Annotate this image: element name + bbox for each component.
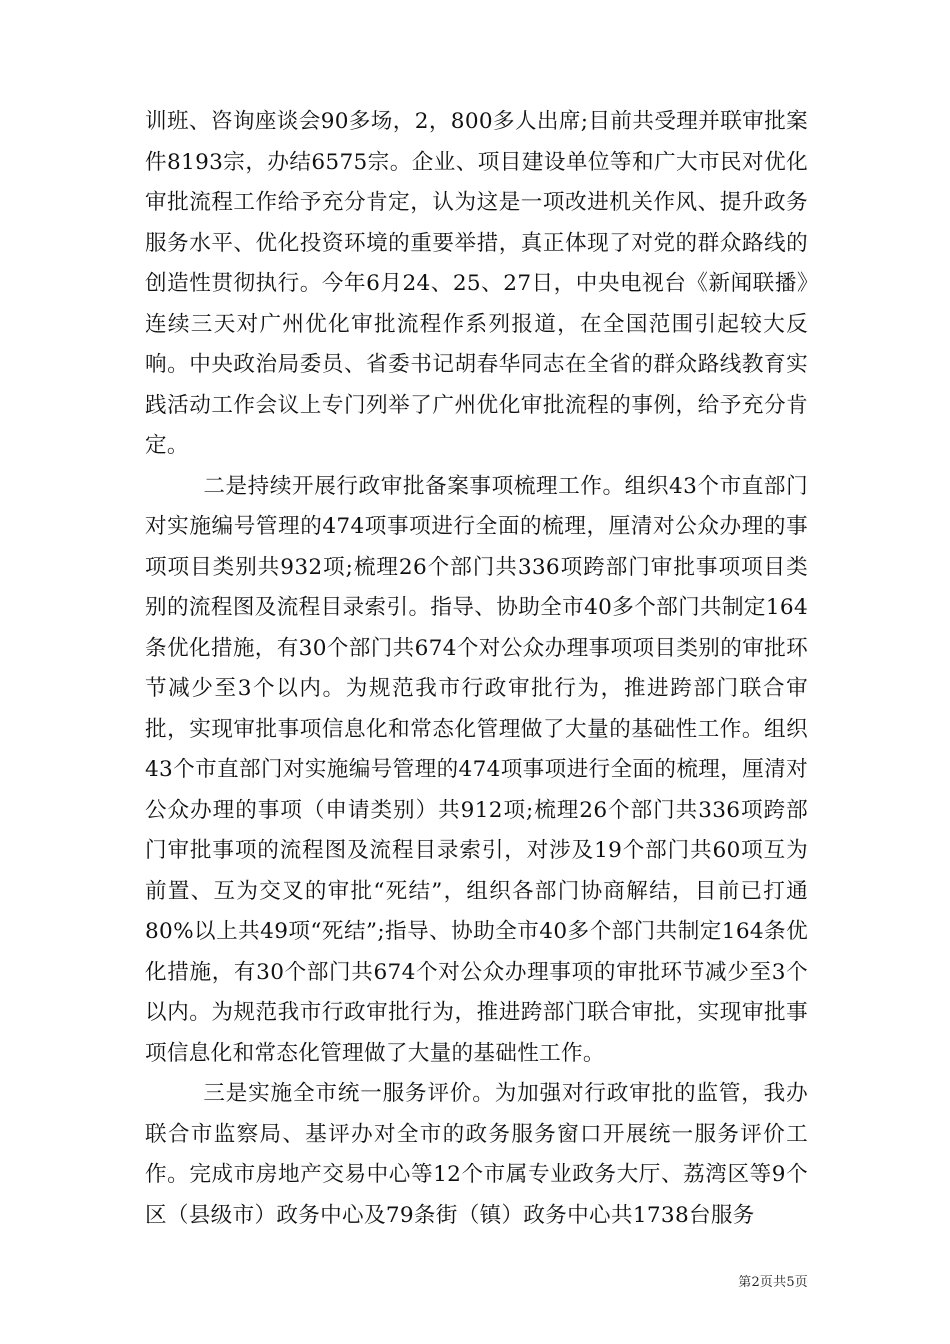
page-number: 第2页共5页 — [738, 1275, 808, 1290]
paragraph-1: 训班、咨询座谈会90多场，2，800多人出席;目前共受理并联审批案件8193宗，办结6575宗。企业、项目建设单位等和广大市民对优化审批流程工作给予充分肯定，认为这是一项改进机关作风、提升政务服务水平、优化投资环境的重要举措，真正体现了对党的群众路线的创造性贯彻执行。今年6月24、25、27日，中央电视台《新闻联播》连续三天对广州优化审批流程作系列报道，在全国范围引起较大反响。中央政治局委员、省委书记胡春华同志在全省的群众路线教育实践活动工作会议上专门列举了广州优化审批流程的事例，给予充分肯定。 — [145, 109, 808, 458]
paragraph-2: 二是持续开展行政审批备案事项梳理工作。组织43个市直部门对实施编号管理的474项事项进行全面的梳理，厘清对公众办理的事项项目类别共932项;梳理26个部门共336项跨部门审批事项项目类别的流程图及流程目录索引。指导、协助全市40多个部门共制定164条优化措施，有30个部门共674个对公众办理事项项目类别的审批环节减少至3个以内。为规范我市行政审批行为，推进跨部门联合审批，实现审批事项信息化和常态化管理做了大量的基础性工作。组织43个市直部门对实施编号管理的474项事项进行全面的梳理，厘清对公众办理的事项（申请类别）共912项;梳理26个部门共336项跨部门审批事项的流程图及流程目录索引，对涉及19个部门共60项互为前置、互为交叉的审批“死结”，组织各部门协商解结，目前已打通80%以上共49项“死结”;指导、协助全市40多个部门共制定164条优化措施，有30个部门共674个对公众办理事项的审批环节减少至3个以内。为规范我市行政审批行为，推进跨部门联合审批，实现审批事项信息化和常态化管理做了大量的基础性工作。 — [145, 473, 808, 1066]
paragraph-3: 三是实施全市统一服务评价。为加强对行政审批的监管，我办联合市监察局、基评办对全市的政务服务窗口开展统一服务评价工作。完成市房地产交易中心等12个市属专业政务大厅、荔湾区等9个区（县级市）政务中心及79条街（镇）政务中心共1738台服务 — [145, 1081, 808, 1228]
document-body — [145, 102, 808, 1236]
